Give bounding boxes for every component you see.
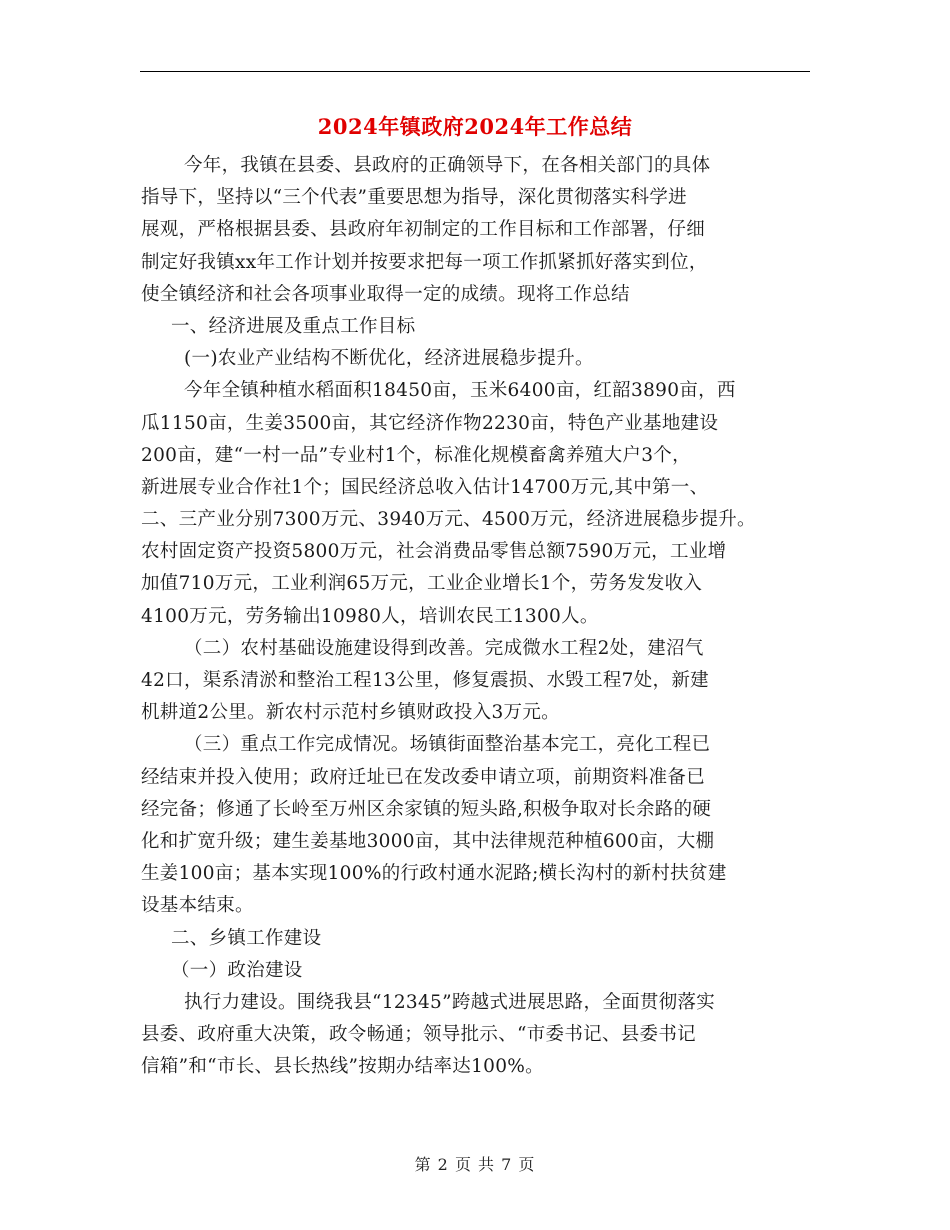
paragraph-line: 展观，严格根据县委、县政府年初制定的工作目标和工作部署，仔细 — [141, 219, 706, 241]
paragraph-line: 设基本结束。 — [141, 895, 254, 917]
document-body — [141, 150, 831, 1083]
section-heading: 一、经济进展及重点工作目标 — [171, 315, 416, 337]
paragraph-line: 化和扩宽升级；建生姜基地3000亩，其中法律规范种植600亩，大棚 — [141, 830, 715, 852]
paragraph-line: 4100万元，劳务输出10980人，培训农民工1300人。 — [141, 605, 599, 627]
paragraph-line: 机耕道2公里。新农村示范村乡镇财政投入3万元。 — [141, 702, 560, 724]
subsection-heading: (一)农业产业结构不断优化，经济进展稳步提升。 — [184, 348, 594, 370]
paragraph-line: 农村固定资产投资5800万元，社会消费品零售总额7590万元，工业增 — [141, 541, 727, 563]
paragraph-line: 二、三产业分别7300万元、3940万元、4500万元，经济进展稳步提升。 — [141, 509, 756, 531]
paragraph-line: 今年，我镇在县委、县政府的正确领导下，在各相关部门的具体 — [184, 155, 711, 176]
subsection-heading: （一）政治建设 — [171, 959, 303, 981]
paragraph-line: 经结束并投入使用；政府迁址已在发改委申请立项，前期资料准备已 — [141, 766, 706, 788]
paragraph-line: （三）重点工作完成情况。场镇街面整治基本完工，亮化工程已 — [184, 734, 711, 756]
paragraph-line: 信箱”和“市长、县长热线”按期办结率达100%。 — [141, 1056, 544, 1078]
section-heading: 二、乡镇工作建设 — [171, 927, 322, 949]
paragraph-line: 县委、政府重大决策，政令畅通；领导批示、“市委书记、县委书记 — [141, 1024, 696, 1046]
paragraph-line: 使全镇经济和社会各项事业取得一定的成绩。现将工作总结 — [141, 283, 630, 305]
paragraph-line: 瓜1150亩，生姜3500亩，其它经济作物2230亩，特色产业基地建设 — [141, 412, 719, 434]
paragraph-line: 新进展专业合作社1个；国民经济总收入估计14700万元,其中第一、 — [141, 476, 709, 498]
paragraph-line: 指导下，坚持以“三个代表”重要思想为指导，深化贯彻落实科学进 — [141, 187, 687, 209]
paragraph-line: 生姜100亩；基本实现100%的行政村通水泥路;横长沟村的新村扶贫建 — [141, 863, 727, 885]
header-rule — [140, 71, 810, 72]
paragraph-line: 执行力建设。围绕我县“12345”跨越式进展思路，全面贯彻落实 — [184, 991, 716, 1013]
page-footer: 第 2 页 共 7 页 — [414, 1155, 536, 1174]
paragraph-line: 200亩，建“一村一品”专业村1个，标准化规模畜禽养殖大户3个， — [141, 444, 691, 466]
paragraph-line: 今年全镇种植水稻面积18450亩，玉米6400亩，红韶3890亩，西 — [184, 380, 736, 402]
document-title: 2024年镇政府2024年工作总结 — [317, 114, 633, 139]
paragraph-line: 加值710万元，工业利润65万元，工业企业增长1个，劳务发发收入 — [141, 573, 703, 595]
paragraph-line: 经完备；修通了长岭至万州区余家镇的短头路,积极争取对长余路的硬 — [141, 798, 712, 820]
paragraph-line: 42口，渠系清淤和整治工程13公里，修复震损、水毁工程7处，新建 — [141, 670, 709, 691]
paragraph-line: 制定好我镇xx年工作计划并按要求把每一项工作抓紧抓好落实到位， — [141, 251, 708, 273]
paragraph-line: （二）农村基础设施建设得到改善。完成微水工程2处，建沼气 — [184, 637, 704, 659]
